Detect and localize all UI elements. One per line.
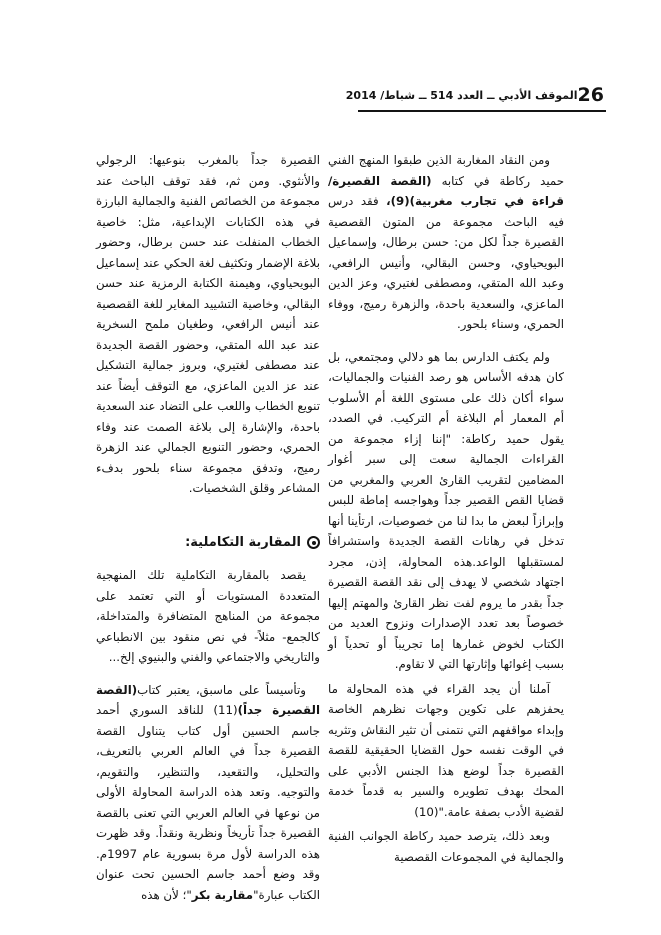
- right-column: [328, 150, 564, 867]
- paragraph: وتأسيساً على ماسبق، يعتبر كتاب(القصة القصيرة جداً)(11) للناقد السوري أحمد جاسم الحسين أول كتاب يتناول القصة القصيرة جداً في العالم العربي بالتعريف، والتحليل، والتقعيد، والتنظير، والتقويم، والتوجيه. وتعد هذه الدراسة المحاولة الأولى من نوعها في العالم العربي التي تعنى بالقصة القصيرة جداً تأريخاً ونظرية ونقداً. وقد ظهرت هذه الدراسة لأول مرة بسورية عام 1997م. وقد وضع أحمد جاسم الحسين تحت عنوان الكتاب عبارة"مقاربة بكر"؛ لأن هذه: [96, 682, 320, 902]
- journal-issue-line: الموقف الأدبي ــ العدد 514 ــ شباط/ 2014: [345, 88, 578, 102]
- paragraph: القصيرة جداً بالمغرب بنوعيها: الرجولي والأنثوي. ومن ثم، فقد توقف الباحث عند مجموعة من الخصائص الفنية والجمالية البارزة في هذه الكتابات الإبداعية، مثل: خاصية الخطاب المنفلت عند حسن برطال، وحضور بلاغة الإضمار وتكثيف لغة الحكي عند إسماعيل البويحياوي، وهيمنة الكتابة الرمزية عند حسن البقالي، وخاصية التشييد المغاير للغة القصصية عند أنيس الرافعي، وطغيان ملمح السخرية عند عبد الله المتقي، وحضور القصة الجديدة عند مصطفى لغتيري، وبروز جمالية التشكيل عند عز الدين الماعزي، مع التوقف أيضاً عند تنويع الخطاب واللعب على التضاد عند السعدية باحدة، والإشارة إلى بلاغة الصمت عند وفاء الحمري، وحضور التنويع الجمالي عند الزهرة رميج، وتدفق مجموعة سناء بلحور بدفء المشاعر وقلق الشخصيات.: [96, 153, 320, 495]
- book-title: (القصة القصيرة/ قراءة في تجارب مغربية)(9)،: [328, 173, 564, 208]
- emphasis-phrase: مقاربة بكر: [191, 887, 254, 902]
- section-heading: المقاربة التكاملية:: [96, 533, 320, 554]
- page-header: [345, 82, 604, 108]
- paragraph: يقصد بالمقاربة التكاملية تلك المنهجية المتعددة المستويات أو التي تعتمد على مجموعة من المناهج المتضافرة والمتداخلة، كالجمع- مثلاً- في نص منقود بين الانطباعي والتاريخي والاجتماعي والفني والبنيوي إلخ...: [96, 568, 320, 664]
- book-title: (القصة القصيرة جداً): [96, 682, 320, 717]
- paragraph: ولم يكتف الدارس بما هو دلالي ومجتمعي، بل كان هدفه الأساس هو رصد الفنيات والجماليات، سواء أكان ذلك على مستوى اللغة أم الأسلوب أم المعمار أم البلاغة أم التركيب. في الصدد، يقول حميد ركاطة: "إننا إزاء مجموعة من القراءات الجمالية سعت إلى سبر أغوار المضامين لتقريب القارئ العربي والمغربي من قضايا القص القصير جداً وهواجسه إماطة للبس وإبرازاً لبعض ما بدا لنا من خصوصيات، ارتأينا أنها تدخل في رهانات القصة الجديدة واستشرافاً لمستقبلها الواعد.هذه المحاولة، إذن، مجرد اجتهاد شخصي لا يهدف إلى نقد القصة القصيرة جداً بقدر ما يروم لفت نظر القارئ والمهتم إليها خصوصاً بعد تعدد الإصدارات ونزوح العديد من الكتاب لخوض غمارها إما تجريباً أو تحدياً أو بسبب إغوائها وإثارتها التي لا تقاوم.: [328, 349, 564, 671]
- circle-bullet-icon: [307, 536, 320, 549]
- left-column: [96, 150, 320, 905]
- header-rule: [358, 110, 606, 112]
- paragraph: وبعد ذلك، يترصد حميد ركاطة الجوانب الفنية والجمالية في المجموعات القصصية: [328, 829, 564, 864]
- page-number: 26: [577, 84, 604, 106]
- paragraph: ومن النقاد المغاربة الذين طبقوا المنهج الفني حميد ركاطة في كتابه (القصة القصيرة/ قراءة في تجارب مغربية)(9)، فقد درس فيه الباحث مجموعة من المتون القصصية القصيرة جداً لكل من: حسن برطال، وإسماعيل البويحياوي، وحسن البقالي، وأنيس الرافعي، وعبد الله المتقي، ومصطفى لغتيري، وعز الدين الماعزي، والسعدية باحدة، والزهرة رميج، ووفاء الحمري، وسناء بلحور.: [328, 153, 564, 331]
- paragraph: آملنا أن يجد القراء في هذه المحاولة ما يحفزهم على تكوين وجهات نظرهم الخاصة وإبداء مواقفهم التي نتمنى أن تثير النقاش وتثريه في الوقت نفسه حول القضايا الحقيقية للقصة القصيرة جداً لوضع هذا الجنس الأدبي على المحك بهدف تطويره والسير به قدماً خدمة لقضية الأدب بصفة عامة."(10): [328, 681, 564, 819]
